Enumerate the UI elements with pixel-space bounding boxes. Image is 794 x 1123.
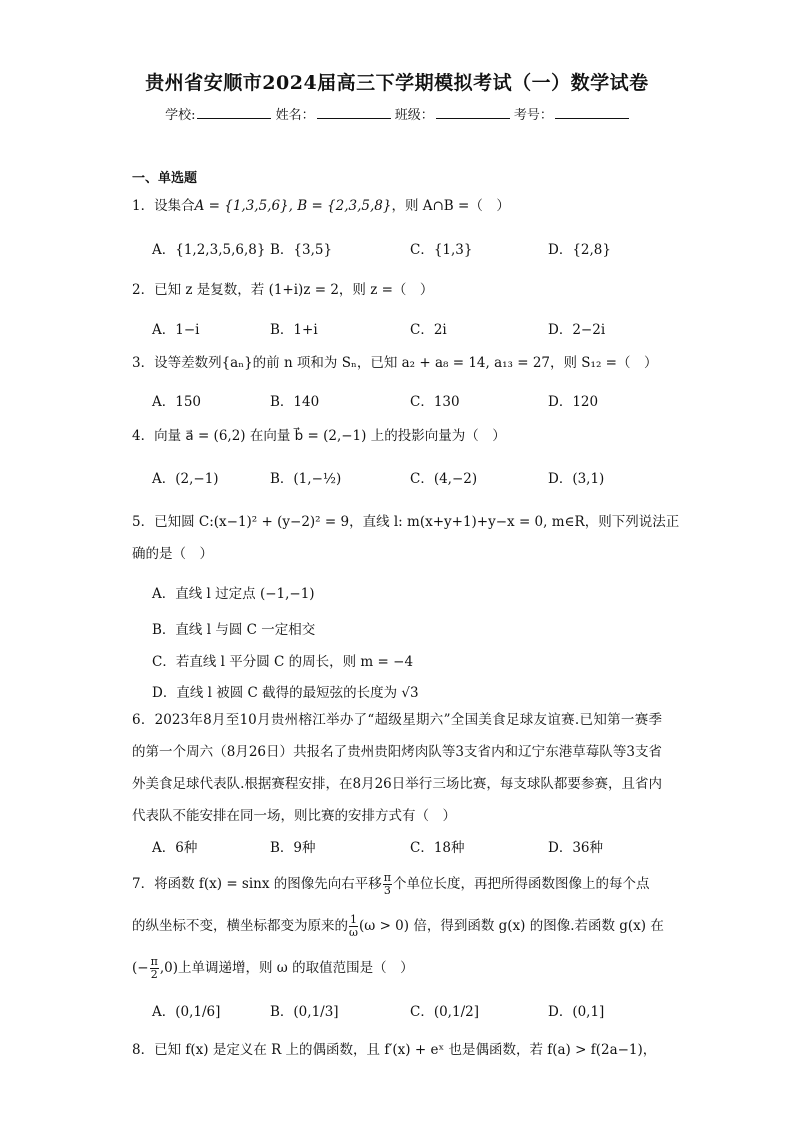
q7-frac1-numerator: π xyxy=(383,871,391,884)
question-7-options xyxy=(0,1000,794,1026)
q3-option-c: C．130 xyxy=(410,394,460,410)
q7-line2-part-a: 的纵坐标不变，横坐标都变为原来的 xyxy=(132,918,348,934)
question-7-stem-line2 xyxy=(132,914,664,939)
q5-option-d: D．直线 l 被圆 C 截得的最短弦的长度为 √3 xyxy=(152,685,419,701)
q7-line2-part-b: (ω > 0) 倍，得到函数 g(x) 的图像.若函数 g(x) 在 xyxy=(359,918,664,934)
q7-line1-part-b: 个单位长度，再把所得函数图像上的每个点 xyxy=(393,876,650,892)
exam-no-label: 考号： xyxy=(513,108,553,123)
q2-option-d: D．2−2i xyxy=(548,322,606,338)
q7-option-c: C．(0,1/2] xyxy=(410,1004,479,1020)
question-5-stem-line1: 5．已知圆 C:(x−1)² + (y−2)² = 9，直线 l: m(x+y+1)+y−x = 0, m∈R，则下列说法正 xyxy=(132,514,680,530)
q1-math: A = {1,3,5,6}, B = {2,3,5,8} xyxy=(194,198,392,214)
question-4-stem: 4．向量 a⃗ = (6,2) 在向量 b⃗ = (2,−1) 上的投影向量为（ ） xyxy=(132,428,506,444)
q1-suffix: ，则 A∩B =（ ） xyxy=(391,198,510,214)
q4-option-a: A．(2,−1) xyxy=(152,471,219,487)
exam-title: 贵州省安顺市2024届高三下学期模拟考试（一）数学试卷 xyxy=(145,72,649,94)
question-8-stem: 8．已知 f(x) 是定义在 R 上的偶函数，且 f′(x) + eˣ 也是偶函数，若 f(a) > f(2a−1)， xyxy=(132,1042,657,1058)
student-info-line xyxy=(0,104,794,123)
q6-option-a: A．6种 xyxy=(152,840,198,856)
q3-option-a: A．150 xyxy=(152,394,202,410)
q2-option-c: C．2i xyxy=(410,322,447,338)
class-label: 班级： xyxy=(394,108,434,123)
q7-option-a: A．(0,1/6] xyxy=(152,1004,221,1020)
q6-option-c: C．18种 xyxy=(410,840,465,856)
question-1-options xyxy=(0,238,794,264)
question-3-options xyxy=(0,390,794,416)
question-7-stem-line3 xyxy=(132,956,414,981)
name-blank xyxy=(317,106,391,119)
name-label: 姓名： xyxy=(275,108,315,123)
q1-option-d: D．{2,8} xyxy=(548,242,611,258)
question-7-stem-line1 xyxy=(132,872,650,897)
question-1-stem xyxy=(132,196,510,216)
q5-option-b: B．直线 l 与圆 C 一定相交 xyxy=(152,622,316,638)
question-6-stem: 6．2023年8月至10月贵州榕江举办了“超级星期六”全国美食足球友谊赛.已知第一赛季的第一个周六（8月26日）共报名了贵州贵阳烤肉队等3支省内和辽宁东港草莓队等3支省外美食足球代表队.根据赛程安排，在8月26日举行三场比赛，每支球队都要参赛，且省内代表队不能安排在同一场，则比赛的安排方式有（ ） xyxy=(132,712,662,824)
q7-fraction-pi-3 xyxy=(383,872,392,897)
question-3-stem: 3．设等差数列{aₙ}的前 n 项和为 Sₙ，已知 a₂ + a₈ = 14, a₁₃ = 27，则 S₁₂ =（ ） xyxy=(132,355,658,371)
q7-frac2-denominator: ω xyxy=(349,926,358,939)
school-blank xyxy=(197,106,271,119)
q7-frac3-numerator: π xyxy=(150,955,158,968)
class-blank xyxy=(436,106,510,119)
question-2-stem: 2．已知 z 是复数，若 (1+i)z = 2，则 z =（ ） xyxy=(132,282,434,298)
q5-option-a: A．直线 l 过定点 (−1,−1) xyxy=(152,586,315,602)
q7-fraction-1-omega xyxy=(349,914,358,939)
q2-option-a: A．1−i xyxy=(152,322,200,338)
q7-interval-close: ,0) xyxy=(159,960,178,976)
q6-option-d: D．36种 xyxy=(548,840,604,856)
q7-frac2-numerator: 1 xyxy=(350,913,357,926)
q7-interval-open: (− xyxy=(132,960,149,976)
exam-no-blank xyxy=(555,106,629,119)
q7-frac3-denominator: 2 xyxy=(150,968,158,981)
q3-option-d: D．120 xyxy=(548,394,599,410)
q7-frac1-denominator: 3 xyxy=(383,884,391,897)
section-heading: 一、单选题 xyxy=(132,171,198,186)
q5-option-c: C．若直线 l 平分圆 C 的周长，则 m = −4 xyxy=(152,654,414,670)
question-5-stem-line2: 确的是（ ） xyxy=(132,546,213,562)
q4-option-c: C．(4,−2) xyxy=(410,471,478,487)
q1-option-a: A．{1,2,3,5,6,8} xyxy=(152,242,266,258)
q4-option-d: D．(3,1) xyxy=(548,471,605,487)
school-label: 学校: xyxy=(165,108,196,123)
q7-line1-part-a: 7．将函数 f(x) = sinx 的图像先向右平移 xyxy=(132,876,382,892)
q1-prefix: 1．设集合 xyxy=(132,198,195,214)
q7-option-d: D．(0,1] xyxy=(548,1004,605,1020)
question-4-options xyxy=(0,467,794,493)
q7-option-b: B．(0,1/3] xyxy=(270,1004,339,1020)
q3-option-b: B．140 xyxy=(270,394,320,410)
q7-line3-text: 上单调递增，则 ω 的取值范围是（ ） xyxy=(177,960,414,976)
q1-option-c: C．{1,3} xyxy=(410,242,473,258)
question-6-options xyxy=(0,836,794,862)
question-2-options xyxy=(0,318,794,344)
q2-option-b: B．1+i xyxy=(270,322,318,338)
q6-option-b: B．9种 xyxy=(270,840,316,856)
q1-option-b: B．{3,5} xyxy=(270,242,333,258)
q4-option-b: B．(1,−½) xyxy=(270,471,342,487)
q7-fraction-pi-2 xyxy=(150,956,159,981)
